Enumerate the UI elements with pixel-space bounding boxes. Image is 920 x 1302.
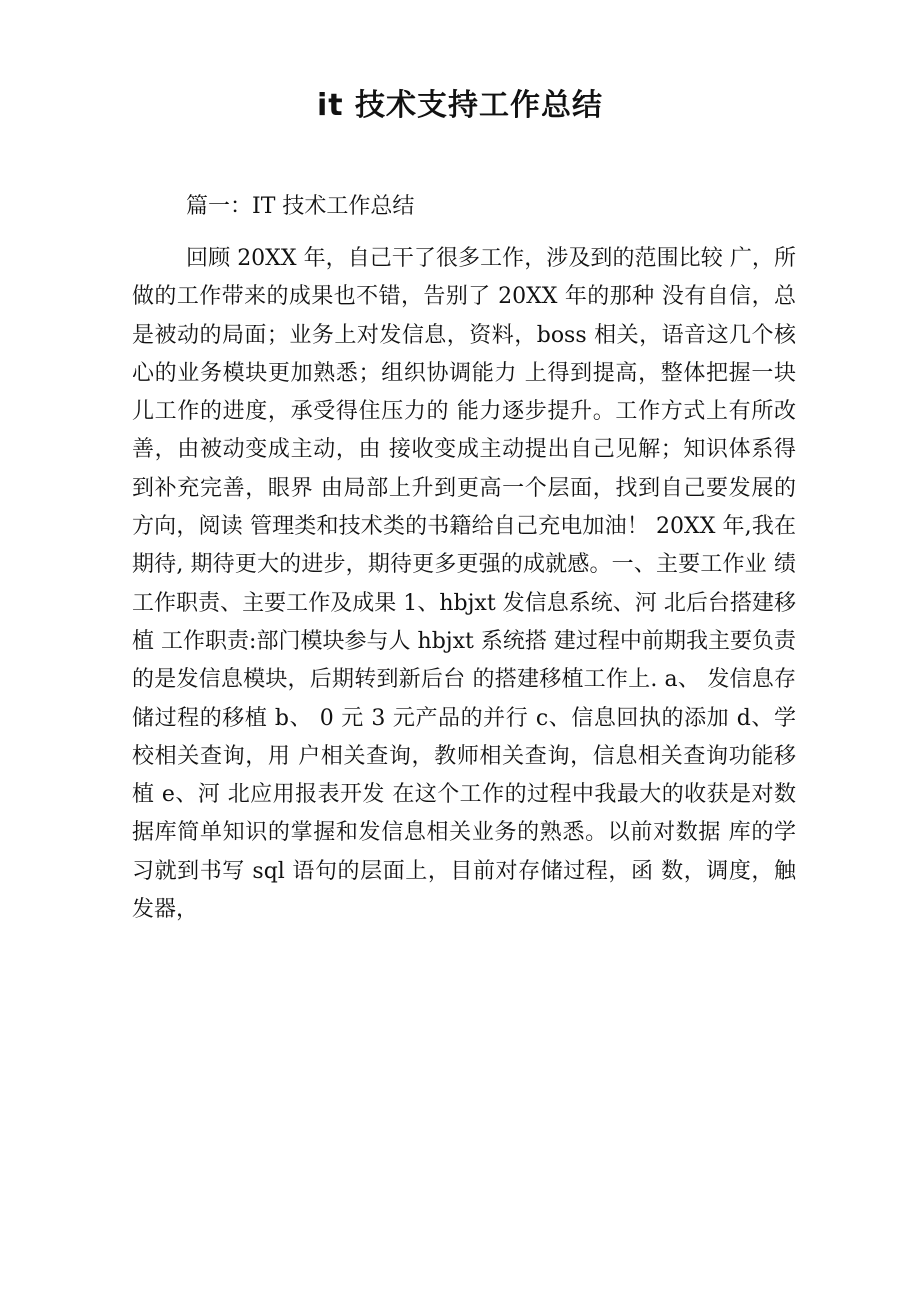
- document-title: it 技术支持工作总结: [316, 88, 604, 123]
- body-paragraph: 回顾 20XX 年，自己干了很多工作，涉及到的范围比较 广，所做的工作带来的成果也不错，告别了 20XX 年的那种 没有自信，总是被动的局面；业务上对发信息，资料，boss 相关，语音这几个核心的业务模块更加熟悉；组织协调能力 上得到提高，整体把握一块儿工作的进度，承受得住压力的 能力逐步提升。工作方式上有所改善，由被动变成主动，由 接收变成主动提出自己见解；知识体系得到补充完善，眼界 由局部上升到更高一个层面，找到自己要发展的方向，阅读 管理类和技术类的书籍给自己充电加油！ 20XX 年,我在期待, 期待更大的进步，期待更多更强的成就感。一、主要工作业 绩 工作职责、主要工作及成果 1、hbjxt 发信息系统、河 北后台搭建移植 工作职责:部门模块参与人 hbjxt 系统搭 建过程中前期我主要负责的是发信息模块，后期转到新后台 的搭建移植工作上. a、 发信息存储过程的移植 b、 0 元 3 元产品的并行 c、信息回执的添加 d、学校相关查询，用 户相关查询，教师相关查询，信息相关查询功能移植 e、河 北应用报表开发 在这个工作的过程中我最大的收获是对数 据库简单知识的掌握和发信息相关业务的熟悉。以前对数据 库的学习就到书写 sql 语句的层面上，目前对存储过程，函 数，调度，触发器，: [132, 246, 796, 923]
- section-heading: 篇一：IT 技术工作总结: [186, 194, 415, 219]
